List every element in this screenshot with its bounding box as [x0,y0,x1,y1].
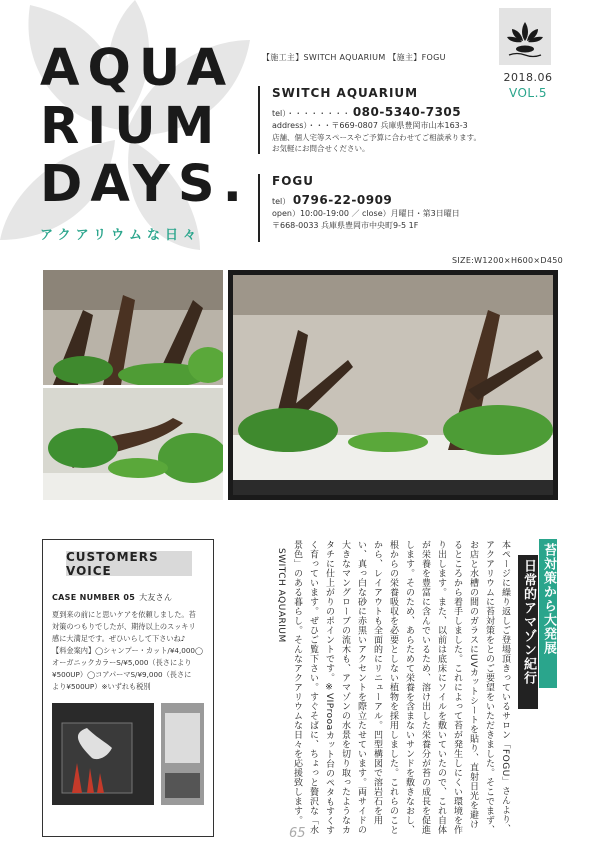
shop-name: SWITCH AQUARIUM [272,86,419,100]
case-number: CASE NUMBER 05 [52,593,136,602]
voice-line: 感に大満足です。ぜひいらして下さいね♪ [52,634,186,643]
case-line [52,592,172,603]
voice-line: 対策のつもりでしたが、期待以上のスッキリ [52,622,196,631]
customer-voice-box [42,539,214,837]
shop-tel-row [272,106,572,120]
shop-info-fogu [258,174,572,242]
shop-info-switch-aquarium [258,86,572,154]
article-text: 本ページに繰り返しご登場頂きっているサロン「FOGU」さんより、アクアリウムに苔対策をとのご要望をいただきました。そこでまず、お店と水槽の間のガラスにUVカットシートを貼り、直射日光を避けるところから着手しました。これによって苔が発生しにくい環境を作り出します。また、以前は底床にソイルを敷いていたので、これ自体が栄養を豊富に含んでいるため、溶け出した栄養分が苔の成長を促進します。そのため、あらためて栄養を含まないサンドを敷きなおし、根からの栄養吸収を必要としない植物を採用しました。これらのことから、レイアウトも全面的にリニューアル。凹型構図で溶岩石を用い、真っ白な砂に赤黒いアクセントを際立たせています。両サイドの大きなマングローブの流木も、アマゾンの水景を切り取ったようなカタチに仕上がりのポイントです。※VIProoaカット台のペタもすくすく育っています。ぜひご覧下さい。すぐそばに、ちょっと贅沢な「水景色」のある暮らし。そんなアクアリウムな日々を応援致します。 [292,540,510,836]
credits: 【施工主】SWITCH AQUARIUM 【施主】FOGU [262,53,446,62]
voice-line: より¥500UP）※いずれも税別 [52,682,151,691]
aquarium-photo-detail-2 [43,388,223,500]
lotus-icon [499,8,551,65]
title-line: RIUM [40,97,223,156]
shop-address: 〒668-0033 兵庫県豊岡市中央町9-5 1F [272,221,419,230]
tel-label: tel） [272,197,291,206]
customer-photo-tank [52,703,154,805]
magazine-title [40,39,250,243]
customer-name: 大友さん [139,593,173,602]
feature-article [238,540,513,836]
voice-line: 夏到来の前にと思いケアを依頼しました。苔 [52,610,196,619]
voice-line: 【料金案内】◯シャンプー・カット/¥4,000◯ [52,646,204,655]
shop-name: FOGU [272,174,314,188]
magazine-logo [499,8,551,65]
title-line: AQUA [40,39,235,98]
shop-address: address）・・・〒669-0807 兵庫県豊岡市山本163-3 [272,121,468,130]
voice-header: CUSTOMERS VOICE [66,551,192,576]
voice-body [52,609,210,693]
page-number: 65 [289,826,306,841]
shop-phone: 0796-22-0909 [292,193,393,207]
shop-phone: 080-5340-7305 [352,105,462,119]
issue-volume: VOL.5 [508,86,548,100]
shop-note: 店舗、個人宅等スペースやご予算に合わせてご相談承ります。 [272,133,482,142]
customer-photo-interior [161,703,204,805]
aquarium-photo-detail-1 [43,270,223,385]
voice-line: ¥500UP）◯コアパーマS/¥9,000（長さに [52,670,192,679]
shop-hours: open）10:00-19:00 ／ close）月曜日・第3日曜日 [272,209,460,218]
feature-title-1: 苔対策から大発展 [539,539,557,688]
feature-title-2: 日常的アマゾン紀行 [518,555,538,709]
shop-tel-row [272,194,572,208]
shop-note: お気軽にお問合せください。 [272,144,370,153]
title-line: DAYS. [40,155,250,214]
magazine-subtitle: アクアリウムな日々 [40,228,201,243]
issue-date: 2018.06 [503,71,553,84]
article-signature: SWITCH AQUARIUM [276,548,286,643]
tank-size: SIZE:W1200×H600×D450 [452,256,564,265]
aquarium-photo-main [228,270,558,500]
tel-label: tel）・・・・・・・・ [272,109,351,118]
voice-line: オーガニックカラーS/¥5,000（長さにより [52,658,192,667]
